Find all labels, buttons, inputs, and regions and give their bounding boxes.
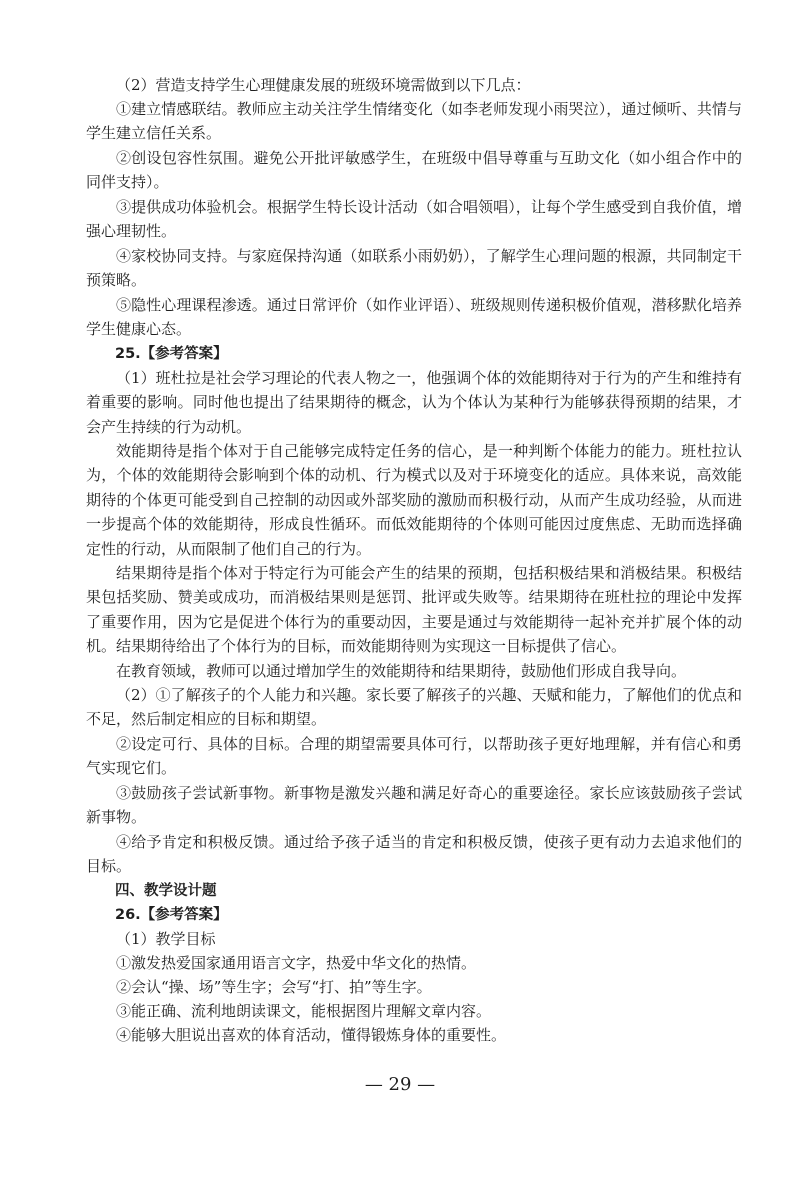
answer-25-part1: （1）班杜拉是社会学习理论的代表人物之一，他强调个体的效能期待对于行为的产生和维持有着重要的影响。同时他也提出了结果期待的概念，认为个体认为某种行为能够获得预期的结果，才会产生持续的行为动机。 bbox=[86, 369, 742, 436]
answer-25-part2-point1: （2）①了解孩子的个人能力和兴趣。家长要了解孩子的兴趣、天赋和能力，了解他们的优点和不足，然后制定相应的目标和期望。 bbox=[86, 686, 742, 729]
answer-25-part2-point3: ③鼓励孩子尝试新事物。新事物是激发兴趣和满足好奇心的重要途径。家长应该鼓励孩子尝试新事物。 bbox=[86, 784, 742, 827]
point-2: ②创设包容性氛围。避免公开批评敏感学生，在班级中倡导尊重与互助文化（如小组合作中的同伴支持）。 bbox=[86, 149, 742, 192]
outcome-expectation-paragraph: 结果期待是指个体对于特定行为可能会产生的结果的预期，包括积极结果和消极结果。积极结果包括奖励、赞美或成功，而消极结果则是惩罚、批评或失败等。结果期待在班杜拉的理论中发挥了重要作用，因为它是促进个体行为的重要动因，主要是通过与效能期待一起补充并扩展个体的动机。结果期待给出了个体行为的目标，而效能期待则为实现这一目标提供了信心。 bbox=[86, 564, 742, 656]
answer-heading-25: 25.【参考答案】 bbox=[115, 346, 228, 362]
efficacy-expectation-paragraph: 效能期待是指个体对于自己能够完成特定任务的信心，是一种判断个体能力的能力。班杜拉认为，个体的效能期待会影响到个体的动机、行为模式以及对于环境变化的适应。具体来说，高效能期待的个体更可能受到自己控制的动因或外部奖励的激励而积极行动，从而产生成功经验，从而进一步提高个体的效能期待，形成良性循环。而低效能期待的个体则可能因过度焦虑、无助而选择确定性的行动，从而限制了他们自己的行为。 bbox=[86, 442, 742, 558]
answer-25-part2-point2: ②设定可行、具体的目标。合理的期望需要具体可行，以帮助孩子更好地理解，并有信心和勇气实现它们。 bbox=[86, 735, 742, 778]
teaching-goal-heading: （1）教学目标 bbox=[116, 930, 216, 948]
goal-3: ③能正确、流利地朗读课文，能根据图片理解文章内容。 bbox=[116, 1002, 492, 1020]
goal-4: ④能够大胆说出喜欢的体育活动，懂得锻炼身体的重要性。 bbox=[116, 1026, 507, 1044]
education-paragraph: 在教育领域，教师可以通过增加学生的效能期待和结果期待，鼓励他们形成自我导向。 bbox=[116, 662, 687, 680]
goal-2: ②会认“操、场”等生字；会写“打、拍”等生字。 bbox=[116, 978, 432, 996]
section-heading-teaching-design: 四、教学设计题 bbox=[115, 883, 217, 899]
goal-1: ①激发热爱国家通用语言文字，热爱中华文化的热情。 bbox=[116, 954, 477, 972]
point-1: ①建立情感联结。教师应主动关注学生情绪变化（如李老师发现小雨哭泣），通过倾听、共情与学生建立信任关系。 bbox=[86, 100, 742, 143]
point-3: ③提供成功体验机会。根据学生特长设计活动（如合唱领唱），让每个学生感受到自我价值，增强心理韧性。 bbox=[86, 198, 742, 241]
point-4: ④家校协同支持。与家庭保持沟通（如联系小雨奶奶），了解学生心理问题的根源，共同制定干预策略。 bbox=[86, 247, 742, 290]
page-number: — 29 — bbox=[364, 1074, 436, 1095]
answer-25-part2-point4: ④给予肯定和积极反馈。通过给予孩子适当的肯定和积极反馈，使孩子更有动力去追求他们的目标。 bbox=[86, 833, 742, 876]
section-intro: （2）营造支持学生心理健康发展的班级环境需做到以下几点： bbox=[116, 76, 531, 94]
answer-heading-26: 26.【参考答案】 bbox=[115, 907, 228, 923]
point-5: ⑤隐性心理课程渗透。通过日常评价（如作业评语）、班级规则传递积极价值观，潜移默化培养学生健康心态。 bbox=[86, 296, 742, 339]
